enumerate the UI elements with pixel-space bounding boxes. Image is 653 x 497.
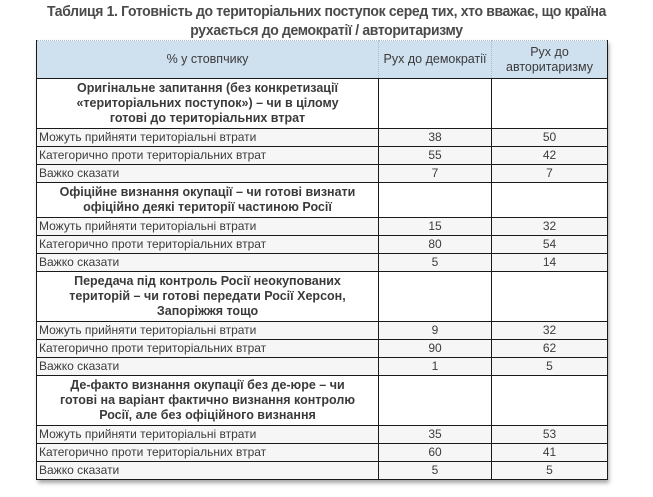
authoritarianism-value: 32 [492, 218, 608, 236]
empty-cell [492, 79, 608, 129]
authoritarianism-value: 7 [492, 165, 608, 183]
table-title [23, 2, 630, 40]
row-label: Важко сказати [37, 462, 379, 480]
row-label: Категорично проти територіальних втрат [37, 444, 379, 462]
survey-table-container [36, 40, 607, 480]
table-row [37, 236, 608, 254]
table-title-line-2: рухається до демократії / авторитаризму [190, 22, 463, 39]
table-row [37, 147, 608, 165]
authoritarianism-value: 54 [492, 236, 608, 254]
row-label: Категорично проти територіальних втрат [37, 236, 379, 254]
democracy-value: 5 [379, 254, 492, 272]
democracy-value: 7 [379, 165, 492, 183]
survey-table [36, 40, 608, 480]
section-question: Офіційне визнання окупації – чи готові визнати офіційно деякі території частиною Росії [37, 183, 379, 218]
empty-cell [492, 272, 608, 322]
authoritarianism-value: 41 [492, 444, 608, 462]
table-header-row [37, 41, 608, 79]
democracy-value: 38 [379, 129, 492, 147]
table-row [37, 322, 608, 340]
authoritarianism-value: 5 [492, 462, 608, 480]
table-title-line-1: Таблиця 1. Готовність до територіальних поступок серед тих, хто вважає, що країна [46, 3, 607, 20]
column-header-democracy: Рух до демократії [379, 41, 492, 79]
section-question: Оригінальне запитання (без конкретизації «територіальних поступок») – чи в цілому готові до територіальних втрат [37, 79, 379, 129]
table-row [37, 340, 608, 358]
authoritarianism-value: 14 [492, 254, 608, 272]
table-row [37, 426, 608, 444]
row-label: Важко сказати [37, 254, 379, 272]
section-question: Де-факто визнання окупації без де-юре – чи готові на варіант фактично визнання контролю Росії, але без офіційного визнання [37, 376, 379, 426]
row-label: Можуть прийняти територіальні втрати [37, 218, 379, 236]
authoritarianism-value: 5 [492, 358, 608, 376]
authoritarianism-value: 32 [492, 322, 608, 340]
democracy-value: 9 [379, 322, 492, 340]
table-row [37, 129, 608, 147]
democracy-value: 60 [379, 444, 492, 462]
democracy-value: 35 [379, 426, 492, 444]
empty-cell [492, 376, 608, 426]
authoritarianism-value: 50 [492, 129, 608, 147]
section-header-row [37, 376, 608, 426]
table-row [37, 218, 608, 236]
section-question: Передача під контроль Росії неокупованих територій – чи готові передати Росії Херсон, Запоріжжя тощо [37, 272, 379, 322]
table-row [37, 444, 608, 462]
row-label: Можуть прийняти територіальні втрати [37, 322, 379, 340]
empty-cell [379, 376, 492, 426]
section-header-row [37, 79, 608, 129]
empty-cell [379, 183, 492, 218]
table-row [37, 358, 608, 376]
section-header-row [37, 183, 608, 218]
row-label: Можуть прийняти територіальні втрати [37, 129, 379, 147]
row-label: Важко сказати [37, 358, 379, 376]
democracy-value: 1 [379, 358, 492, 376]
authoritarianism-value: 42 [492, 147, 608, 165]
section-header-row [37, 272, 608, 322]
empty-cell [379, 79, 492, 129]
column-header-category: % у стовпчику [37, 41, 379, 79]
row-label: Можуть прийняти територіальні втрати [37, 426, 379, 444]
table-row [37, 254, 608, 272]
row-label: Категорично проти територіальних втрат [37, 147, 379, 165]
democracy-value: 5 [379, 462, 492, 480]
empty-cell [379, 272, 492, 322]
democracy-value: 55 [379, 147, 492, 165]
democracy-value: 90 [379, 340, 492, 358]
table-row [37, 462, 608, 480]
democracy-value: 80 [379, 236, 492, 254]
authoritarianism-value: 62 [492, 340, 608, 358]
democracy-value: 15 [379, 218, 492, 236]
row-label: Важко сказати [37, 165, 379, 183]
table-row [37, 165, 608, 183]
empty-cell [492, 183, 608, 218]
authoritarianism-value: 53 [492, 426, 608, 444]
column-header-authoritarianism: Рух до авторитаризму [492, 41, 608, 79]
row-label: Категорично проти територіальних втрат [37, 340, 379, 358]
